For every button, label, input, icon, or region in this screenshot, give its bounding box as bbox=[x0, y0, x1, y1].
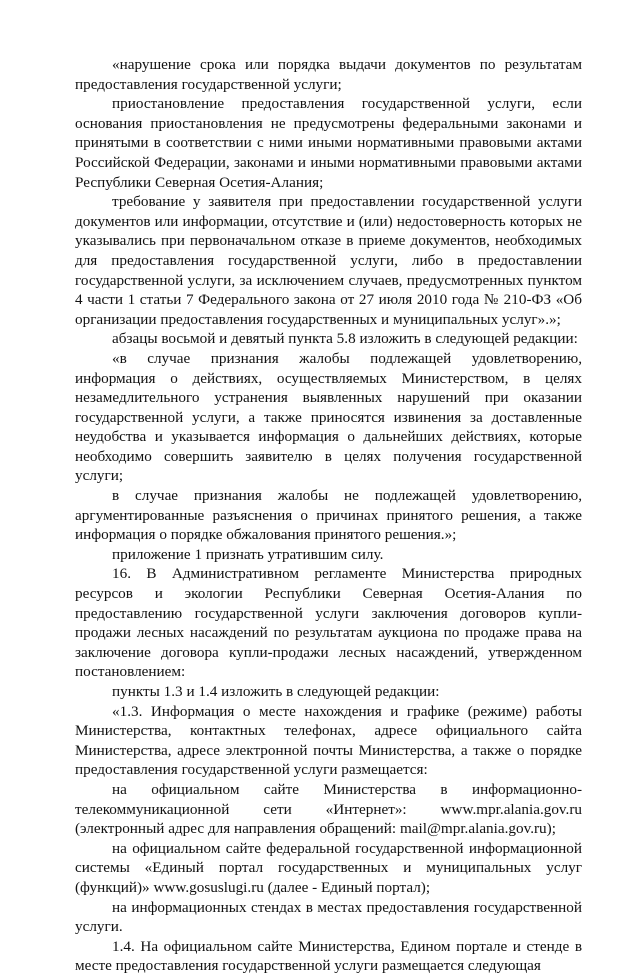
paragraph-violation-deadline: «нарушение срока или порядка выдачи документов по результатам предоставления государственной услуги; bbox=[75, 56, 582, 93]
paragraph-ministry-website: на официальном сайте Министерства в информационно-телекоммуникационной сети «Интернет»: www.mpr.alania.gov.ru (электронный адрес для направления обращений: mail@mpr.alania.gov.ru); bbox=[75, 780, 582, 838]
paragraph-clause-5-8-amendment: абзацы восьмой и девятый пункта 5.8 изложить в следующей редакции: bbox=[112, 330, 578, 348]
paragraph-document-requirement: требование у заявителя при предоставлении государственной услуги документов или информации, отсутствие и (или) недостоверность которых не указывались при первоначальном отказе в приеме документов, необходимых для предоставления государственной услуги, либо в предоставлении государственной услуги, за исключением случаев, предусмотренных пунктом 4 части 1 статьи 7 Федерального закона от 27 июля 2010 года № 210-ФЗ «Об организации предоставления государственных и муниципальных услуг».»; bbox=[75, 193, 582, 328]
paragraph-appendix-void: приложение 1 признать утратившим силу. bbox=[112, 545, 384, 563]
paragraph-complaint-satisfied: «в случае признания жалобы подлежащей удовлетворению, информация о действиях, осуществляемых Министерством, в целях незамедлительного устранения выявленных нарушений при оказании государственной услуги, а также приносятся извинения за доставленные неудобства и указывается информация о дальнейших действиях, которые необходимо совершить заявителю в целях получения государственной услуги; bbox=[75, 349, 582, 485]
paragraph-suspension: приостановление предоставления государственной услуги, если основания приостановления не предусмотрены федеральными законами и принятыми в соответствии с ними иными нормативными правовыми актами Российской Федерации, законами и иными нормативными правовыми актами Республики Северная Осетия-Алания; bbox=[75, 95, 582, 191]
paragraph-info-stands: на информационных стендах в местах предоставления государственной услуги. bbox=[75, 898, 582, 936]
paragraph-complaint-rejected: в случае признания жалобы не подлежащей удовлетворению, аргументированные разъяснения о причинах принятого решения, а также информация о порядке обжалования принятого решения.»; bbox=[75, 487, 582, 544]
paragraph-item-1-3: «1.3. Информация о месте нахождения и графике (режиме) работы Министерства, контактных телефонах, адресе официального сайта Министерства, адресе электронной почты Министерства, а также о порядке предоставления государственной услуги размещается: bbox=[75, 702, 582, 779]
paragraph-item-1-4: 1.4. На официальном сайте Министерства, Едином портале и стенде в месте предоставления государственной услуги размещается следующая bbox=[75, 937, 582, 975]
paragraph-items-1-3-1-4: пункты 1.3 и 1.4 изложить в следующей редакции: bbox=[112, 683, 440, 700]
paragraph-unified-portal: на официальном сайте федеральной государственной информационной системы «Единый портал государственных и муниципальных услуг (функций)» www.gosuslugi.ru (далее - Единый портал); bbox=[75, 839, 582, 896]
document-body bbox=[75, 55, 582, 976]
paragraph-item-16: 16. В Административном регламенте Министерства природных ресурсов и экологии Республики Северная Осетия-Алания по предоставлению государственной услуги заключения договоров купли-продажи лесных насаждений по результатам аукциона по продаже права на заключение договора купли-продажи лесных насаждений, утвержденном постановлением: bbox=[75, 565, 582, 681]
